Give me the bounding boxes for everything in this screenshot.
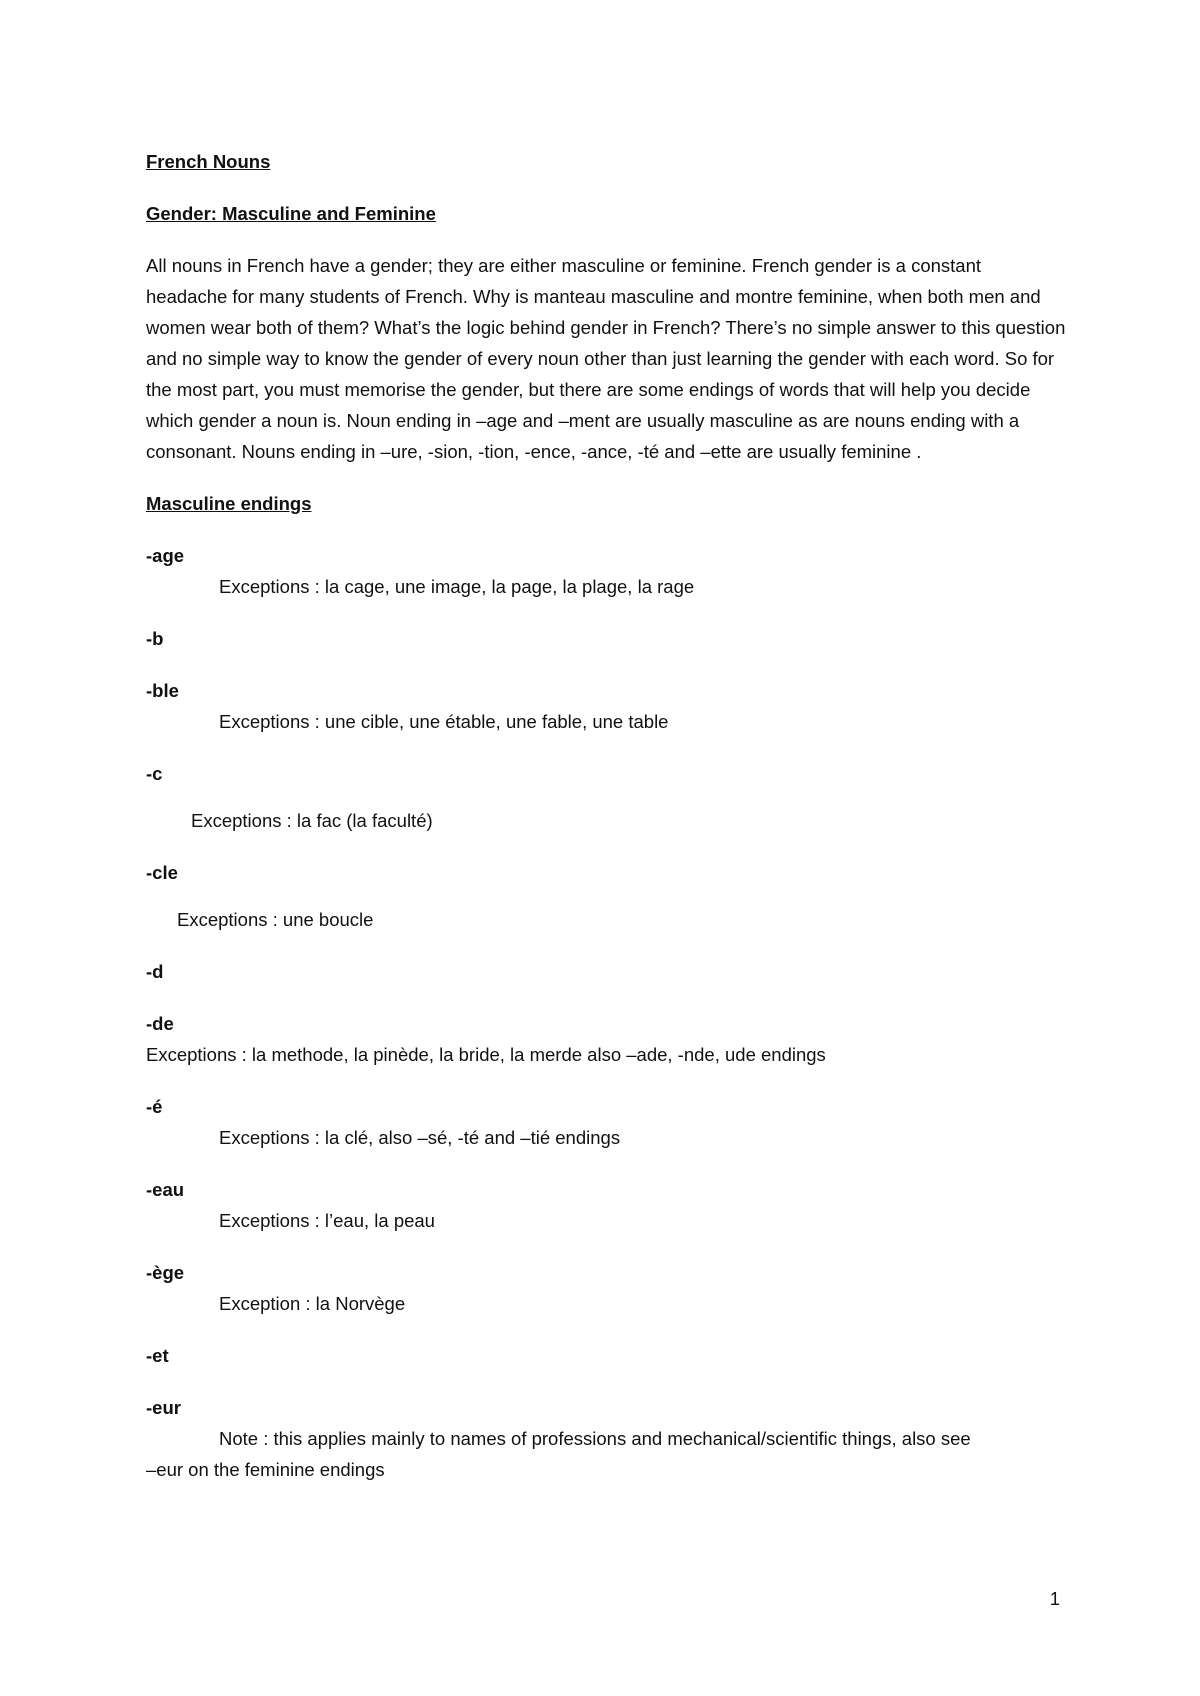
ending-entry-de	[146, 1008, 1066, 1070]
ending-label: -et	[146, 1345, 169, 1366]
ending-label: -b	[146, 628, 164, 649]
document-subtitle: Gender: Masculine and Feminine	[146, 203, 436, 224]
section-heading-masculine-endings: Masculine endings	[146, 493, 312, 514]
ending-entry-age	[146, 540, 1066, 602]
ending-entry-ble	[146, 675, 1066, 737]
ending-note-line-1: Note : this applies mainly to names of professions and mechanical/scientific things, also see	[219, 1428, 971, 1449]
page-number: 1	[1049, 1588, 1060, 1609]
ending-label: -ble	[146, 680, 179, 701]
ending-entry-cle	[146, 857, 1066, 935]
ending-label: -age	[146, 545, 185, 566]
ending-label: -cle	[146, 862, 178, 883]
ending-entry-c	[146, 758, 1066, 836]
ending-entry-e-acute	[146, 1091, 1066, 1153]
ending-entry-et	[146, 1340, 1066, 1371]
ending-label: -eau	[146, 1179, 185, 1200]
ending-exceptions: Exceptions : la clé, also –sé, -té and –tié endings	[219, 1127, 621, 1148]
ending-entry-eau	[146, 1174, 1066, 1236]
ending-label: -de	[146, 1013, 174, 1034]
document-title: French Nouns	[146, 151, 271, 172]
ending-exceptions: Exceptions : l’eau, la peau	[219, 1210, 435, 1231]
ending-label: -ège	[146, 1262, 185, 1283]
ending-exceptions: Exceptions : la fac (la faculté)	[191, 810, 433, 831]
ending-entry-ege	[146, 1257, 1066, 1319]
ending-exceptions: Exceptions : une cible, une étable, une fable, une table	[219, 711, 669, 732]
ending-entry-b	[146, 623, 1066, 654]
ending-entry-d	[146, 956, 1066, 987]
ending-label: -eur	[146, 1397, 181, 1418]
ending-label: -é	[146, 1096, 163, 1117]
ending-label: -c	[146, 763, 163, 784]
ending-exceptions: Exception : la Norvège	[219, 1293, 406, 1314]
document-content	[146, 146, 1066, 1506]
ending-entry-eur	[146, 1392, 1066, 1485]
ending-label: -d	[146, 961, 164, 982]
ending-exceptions: Exceptions : une boucle	[177, 909, 374, 930]
intro-paragraph: All nouns in French have a gender; they are either masculine or feminine. French gender is a constant headache for many students of French. Why is manteau masculine and montre feminine, when both men and women wear both of them? What’s the logic behind gender in French? There’s no simple answer to this question and no simple way to know the gender of every noun other than just learning the gender with each word. So for the most part, you must memorise the gender, but there are some endings of words that will help you decide which gender a noun is. Noun ending in –age and –ment are usually masculine as are nouns ending with a consonant. Nouns ending in –ure, -sion, -tion, -ence, -ance, -té and –ette are usually feminine .	[146, 255, 1066, 462]
ending-exceptions: Exceptions : la methode, la pinède, la bride, la merde also –ade, -nde, ude endings	[146, 1044, 826, 1065]
ending-note-line-2: –eur on the feminine endings	[146, 1459, 385, 1480]
ending-exceptions: Exceptions : la cage, une image, la page, la plage, la rage	[219, 576, 695, 597]
